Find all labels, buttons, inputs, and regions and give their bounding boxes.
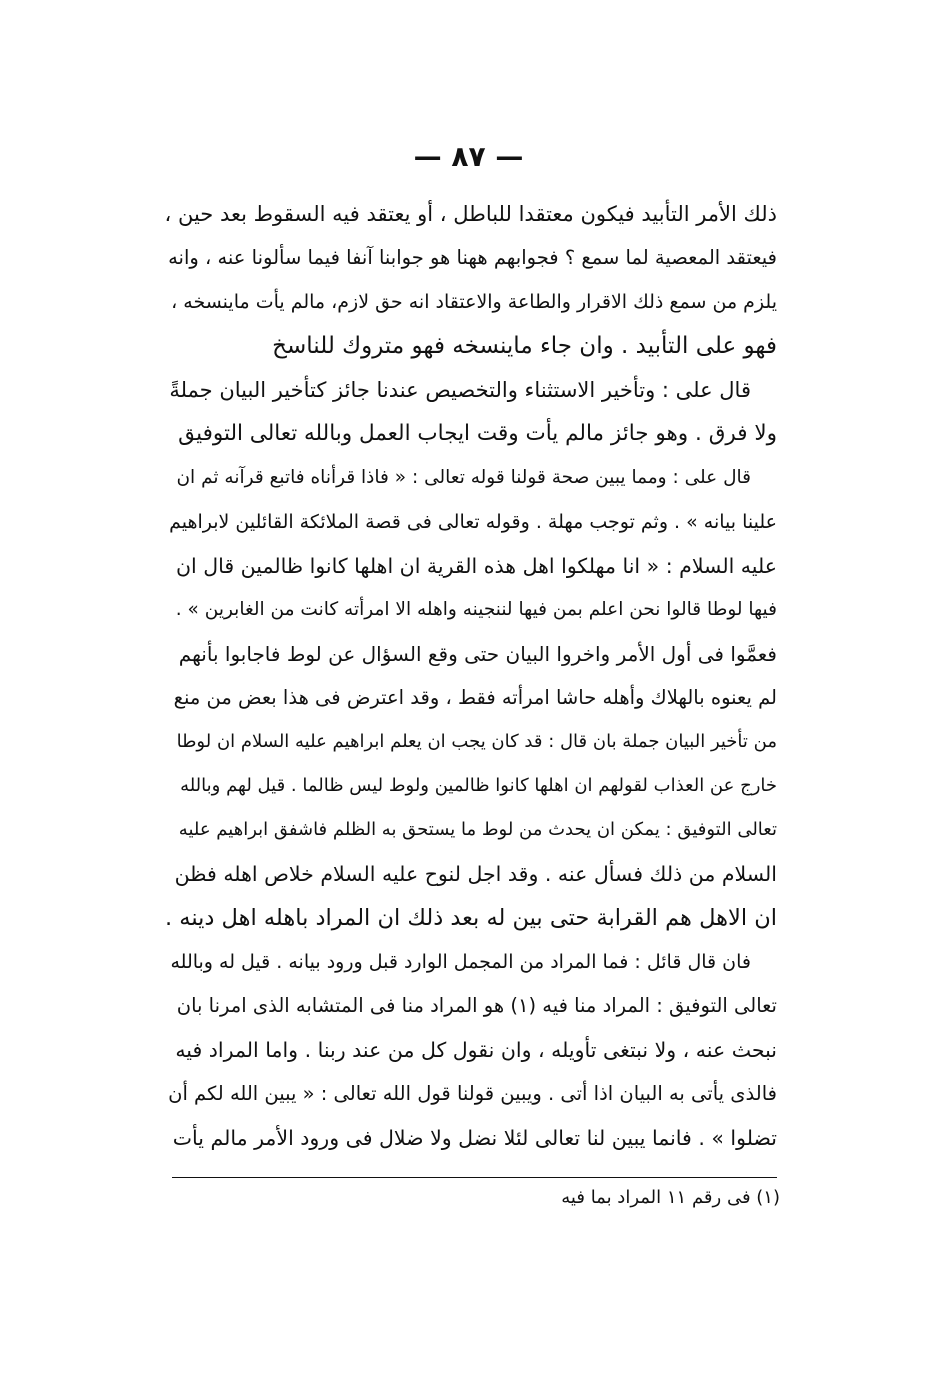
body-text: [165, 192, 777, 1160]
text-line: ذلك الأمر التأبيد فيكون معتقدا للباطل ، أو يعتقد فيه السقوط بعد حين ،: [165, 202, 777, 226]
text-line: فهو على التأبيد . وان جاء ماينسخه فهو متروك للناسخ: [272, 333, 777, 359]
text-line: فيعتقد المعصية لما سمع ؟ فجوابهم ههنا هو جوابنا آنفا فيما سألونا عنه ، وانه: [168, 246, 777, 269]
text-line: تعالى التوفيق : المراد منا فيه (١) هو المراد منا فى المتشابه الذى امرنا بان: [176, 994, 777, 1017]
text-line: يلزم من سمع ذلك الاقرار والطاعة والاعتقاد انه حق لازم، مالم يأت ماينسخه ،: [171, 291, 777, 313]
text-line: فان قال قائل : فما المراد من المجمل الوارد قبل ورود بيانه . قيل له وبالله: [170, 951, 751, 973]
text-line: فيها لوطا قالوا نحن اعلم بمن فيها لننجينه واهله الا امرأته كانت من الغابرين » .: [175, 599, 777, 620]
text-line: لم يعنوه بالهلاك وأهله حاشا امرأته فقط ، وقد اعترض فى هذا بعض من منع: [173, 686, 777, 709]
text-line: نبحث عنه ، ولا نبتغى تأويله ، وان نقول كل من عند ربنا . واما المراد فيه: [175, 1038, 777, 1062]
text-line: ولا فرق . وهو جائز مالم يأت وقت ايجاب العمل وبالله تعالى التوفيق: [178, 421, 777, 446]
text-line: فالذى يأتى به البيان اذا أتى . ويبين قولنا قول الله تعالى : « يبين الله لكم أن: [168, 1082, 777, 1105]
text-line: تعالى التوفيق : يمكن ان يحدث من لوط ما يستحق به الظلم فاشفق ابراهيم عليه: [178, 819, 777, 840]
text-line: من تأخير البيان جملة بان قال : قد كان يجب ان يعلم ابراهيم عليه السلام ان لوطا: [176, 731, 777, 752]
text-line: قال على : وتأخير الاستثناء والتخصيص عندنا جائز كتأخير البيان جملةً: [169, 378, 751, 402]
text-line: ان الاهل هم القرابة حتى بين له بعد ذلك ان المراد باهله اهل دينه .: [165, 905, 777, 931]
text-line: تضلوا » . فانما يبين لنا تعالى لئلا نضل ولا ضلال فى ورود الأمر مالم يأت: [172, 1126, 777, 1150]
text-line: السلام من ذلك فسأل عنه . وقد اجل لنوح عليه السلام خلاص اهله فظن: [174, 862, 777, 886]
footnote: (١) فى رقم ١١ المراد بما فيه: [561, 1187, 780, 1208]
text-line: قال على : ومما يبين صحة قولنا قوله تعالى : « فاذا قرأناه فاتبع قرآنه ثم ان: [176, 467, 751, 488]
text-line: عليه السلام : « انا مهلكوا اهل هذه القرية ان اهلها كانوا ظالمين قال ان: [175, 554, 777, 578]
text-line: علينا بيانه » . وثم توجب مهلة . وقوله تعالى فى قصة الملائكة القائلين لابراهيم: [169, 511, 777, 533]
footnote-divider: [172, 1177, 777, 1178]
page-number: — ٨٧ —: [413, 140, 524, 173]
text-line: فعمَّوا فى أول الأمر واخروا البيان حتى وقع السؤال عن لوط فاجابوا بأنهم: [178, 642, 777, 666]
text-line: خارج عن العذاب لقولهم ان اهلها كانوا ظالمين ولوط ليس ظالما . قيل لهم وبالله: [180, 775, 777, 796]
